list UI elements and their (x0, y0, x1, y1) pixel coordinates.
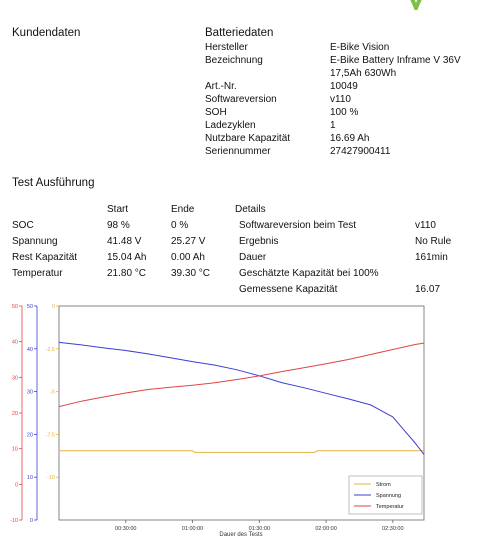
battery-label-softwareversion: Softwareversion (205, 94, 277, 105)
y-tick-label-temp: -10 (10, 518, 18, 524)
x-tick-label: 00:30:00 (115, 526, 137, 532)
battery-value-softwareversion: v110 (330, 94, 351, 105)
battery-label-artnr: Art.-Nr. (205, 81, 237, 92)
battery-label-bezeichnung: Bezeichnung (205, 55, 263, 66)
y-tick-label-strom: -7.5 (45, 432, 55, 439)
test-row-label-rest-kapazitaet: Rest Kapazität (12, 252, 78, 263)
test-ausfuehrung-heading: Test Ausführung (12, 177, 95, 189)
battery-value-bezeichnung: E-Bike Battery Inframe V 36V (330, 55, 461, 66)
x-tick-label: 01:00:00 (181, 526, 204, 532)
x-tick-label: 01:30:00 (248, 526, 271, 532)
series-line-temperatur (59, 343, 424, 407)
battery-label-seriennummer: Seriennummer (205, 146, 271, 157)
y-tick-label-strom: 0 (51, 304, 55, 310)
battery-value-nutzbare-kapazitaet: 16.69 Ah (330, 133, 370, 144)
chart-x-axis-label: Dauer des Tests (219, 532, 263, 538)
legend-label-spannung: Spannung (376, 493, 402, 499)
y-tick-label-volt: 30 (26, 389, 33, 396)
y-tick-label-temp: 20 (11, 411, 18, 417)
battery-value-bezeichnung-line2: 17,5Ah 630Wh (330, 68, 397, 79)
y-tick-label-volt: 20 (26, 432, 33, 439)
y-tick-label-strom: -5 (50, 389, 55, 396)
details-label-ergebnis: Ergebnis (239, 236, 279, 247)
brand-logo-check-icon (405, 0, 427, 10)
y-tick-label-strom: -10 (47, 475, 55, 482)
y-tick-label-temp: 50 (11, 304, 18, 310)
series-line-spannung (59, 342, 424, 454)
batteriedaten-heading: Batteriedaten (205, 27, 274, 39)
test-row-ende-soc: 0 % (171, 220, 189, 231)
test-row-start-soc: 98 % (107, 220, 130, 231)
test-header-start: Start (107, 204, 129, 215)
test-row-label-spannung: Spannung (12, 236, 58, 247)
battery-label-nutzbare-kapazitaet: Nutzbare Kapazität (205, 133, 291, 144)
battery-label-ladezyklen: Ladezyklen (205, 120, 256, 131)
details-value-dauer: 161min (415, 252, 448, 263)
x-tick-label: 02:30:00 (382, 526, 404, 532)
battery-label-hersteller: Hersteller (205, 42, 248, 53)
battery-value-seriennummer: 27427900411 (330, 146, 391, 157)
test-row-ende-rest-kapazitaet: 0.00 Ah (171, 252, 205, 263)
details-value-gemessene-kapazitaet: 16.07 (415, 284, 441, 295)
details-label-geschaetzte-kapazitaet: Geschätzte Kapazität bei 100% (239, 268, 379, 279)
legend-label-temperatur: Temperatur (376, 504, 404, 510)
y-tick-label-temp: 10 (11, 446, 18, 453)
y-tick-label-temp: 0 (14, 482, 18, 489)
y-tick-label-volt: 10 (26, 475, 33, 482)
y-tick-label-volt: 0 (29, 518, 33, 524)
battery-value-ladezyklen: 1 (330, 120, 336, 131)
battery-value-artnr: 10049 (330, 81, 358, 92)
test-header-details: Details (235, 204, 266, 215)
legend-label-strom: Strom (376, 482, 391, 488)
battery-value-soh: 100 % (330, 107, 359, 118)
y-tick-label-temp: 30 (11, 375, 18, 382)
battery-value-hersteller: E-Bike Vision (330, 42, 390, 53)
details-value-softwareversion-test: v110 (415, 220, 436, 231)
chart-series (59, 342, 424, 454)
test-row-ende-spannung: 25.27 V (171, 236, 206, 247)
discharge-test-chart (0, 296, 502, 541)
details-value-ergebnis: No Rule (415, 236, 452, 247)
y-tick-label-temp: 40 (11, 339, 18, 346)
test-row-ende-temperatur: 39.30 °C (171, 268, 211, 279)
test-row-label-temperatur: Temperatur (12, 268, 63, 279)
test-row-label-soc: SOC (12, 220, 34, 231)
kundendaten-heading: Kundendaten (12, 27, 81, 39)
series-line-strom (59, 451, 424, 453)
test-row-start-rest-kapazitaet: 15.04 Ah (107, 252, 147, 263)
details-label-softwareversion-test: Softwareversion beim Test (239, 220, 357, 231)
battery-label-soh: SOH (205, 107, 227, 118)
y-tick-label-volt: 40 (26, 346, 33, 353)
test-row-start-temperatur: 21.80 °C (107, 268, 147, 279)
chart-legend (349, 476, 422, 514)
y-tick-label-volt: 50 (26, 304, 33, 310)
x-tick-label: 02:00:00 (315, 526, 337, 532)
y-tick-label-strom: -2.5 (45, 346, 55, 353)
test-row-start-spannung: 41.48 V (107, 236, 142, 247)
test-header-ende: Ende (171, 204, 195, 215)
details-label-gemessene-kapazitaet: Gemessene Kapazität (239, 284, 338, 295)
details-label-dauer: Dauer (239, 252, 267, 263)
